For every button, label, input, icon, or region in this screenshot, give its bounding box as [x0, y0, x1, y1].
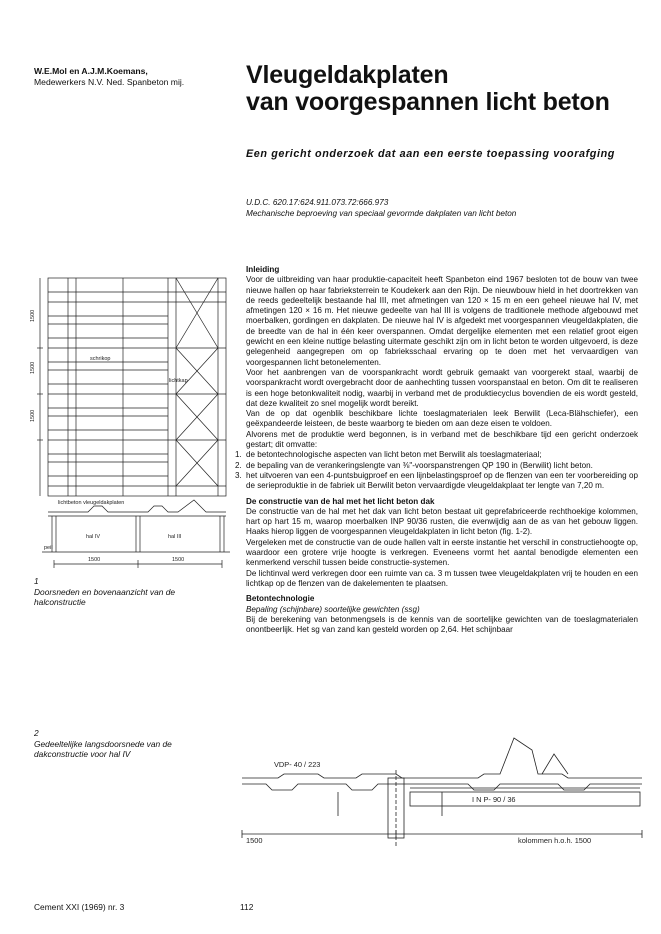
paragraph-1: Voor de uitbreiding van haar produktie-capaciteit heeft Spanbeton eind 1967 besloten tot de bouw van twee nieuwe hallen op haar fabrieksterrein te Koudekerk aan den Rijn. De nieuwbouw hield in het doortrekken van de reeds gedeeltelijk bestaande hal III, met afmetingen van 120 × 15 m en een geheel nieuwe hal IV, met afmetingen 120 × 16 m. Het nieuwe gedeelte van hal III is volgens de traditionele methode afgebouwd met moerbalken, gordingen en dakplaten. De nieuwe hal IV is afgedekt met voorgespannen vleugeldakplaten, die de breedte van de hal in één keer overspannen. Omdat dergelijke elementen met een relatief groot eigen gewicht en een kleine nuttige belasting uitermate geschikt zijn om in licht beton te worden uitgevoerd, is deze gelegenheid aangegrepen om op fabrieksschaal ervaring op te doen met het vervaardigen van voorgespannen licht betonelementen.: [246, 275, 638, 367]
list-item: 3. het uitvoeren van een 4-puntsbuigproef en een lijnbelastingsproef op de flenzen van een ter voorbereiding op de serieproduktie in de fabriek uit Berwilit beton vervaardigde vleugeldakplaat ter lengte van 7,20 m.: [235, 470, 638, 491]
subheading-ssg: Bepaling (schijnbare) soortelijke gewichten (ssg): [246, 604, 420, 614]
article-title: [246, 62, 610, 116]
fig2-left-dim: 1500: [246, 836, 263, 845]
list-item: 1. de betontechnologische aspecten van licht beton met Berwilit als toeslagmateriaal;: [235, 450, 542, 460]
udc-description: Mechanische beproeving van speciaal gevormde dakplaten van licht beton: [246, 208, 517, 218]
heading-constructie: De constructie van de hal met het licht beton dak: [246, 496, 435, 506]
fig1-bottom-dim-2: 1500: [172, 557, 185, 563]
paragraph-5: De constructie van de hal met het dak van licht beton bestaat uit geprefabriceerde rechthoekige kolommen, hart op hart 15 m, waarop moerbalken INP 90/36 rusten, die evenwijdig aan de as van het gebouw liggen. Haaks hierop liggen de voorgespannen vleugeldakplaten in licht beton (fig. 1-2).: [246, 506, 638, 537]
heading-inleiding: Inleiding: [246, 265, 280, 274]
list-item: 2. de bepaling van de verankeringslengte van ⅜"-voorspanstrengen QP 190 in (Berwilit) licht beton.: [235, 460, 593, 470]
udc-block: [246, 198, 516, 219]
heading-betontechnologie: Betontechnologie: [246, 594, 315, 604]
fig1-dim-1: 1500: [30, 309, 36, 322]
paragraph-8: Bij de berekening van betonmengsels is de kennis van de soortelijke gewichten van de toeslagmaterialen onontbeerlijk. Het sg van zand kan gesteld worden op 2,64. Het schijnbaar: [246, 614, 638, 635]
fig2-right-dim: kolommen h.o.h. 1500: [518, 836, 592, 845]
article-body: [235, 265, 638, 635]
page-number: 112: [240, 902, 254, 912]
udc-code: U.D.C. 620.17:624.911.073.72:666.973: [246, 198, 389, 207]
figure-1-text: Doorsneden en bovenaanzicht van de halconstructie: [34, 586, 176, 608]
figure-1-drawing: [28, 270, 236, 580]
fig1-label-plaat: lichtbeton vleugeldakplaten: [58, 500, 125, 506]
paragraph-7: De lichtinval werd verkregen door een ruimte van ca. 3 m tussen twee vleugeldakplaten vrij te houden en een lichtkap op de flenzen van de dakelementen te plaatsen.: [246, 568, 638, 588]
title-line-1: Vleugeldakplaten: [246, 61, 449, 89]
fig1-bottom-dim-1: 1500: [88, 557, 101, 563]
title-line-2: van voorgespannen licht beton: [246, 88, 610, 116]
paragraph-4: Alvorens met de produktie werd begonnen, is in verband met de beschikbare tijd een gericht onderzoek gestart; dit omvatte:: [246, 429, 638, 450]
fig1-label-hal-iii: hal III: [168, 534, 182, 540]
figure-2-number: 2: [34, 728, 39, 738]
fig1-dim-2: 1500: [30, 361, 36, 374]
paragraph-6: Vergeleken met de constructie van de oude hallen valt in eerste instantie het verschil in constructiehoogte op, waardoor een grotere vrije hoogte is verkregen. Eveneens vormt het aantal benodigde elementen een kenmerkend verschil tussen beide constructie-systemen.: [246, 537, 638, 568]
research-list: [235, 450, 638, 491]
figure-2-text: Gedeeltelijke langsdoorsnede van de dakconstructie voor hal IV: [34, 738, 172, 760]
fig1-label-schrikop: schrikop: [90, 356, 111, 362]
figure-1-caption: [34, 576, 214, 608]
fig1-label-lichtkap: lichtkap: [169, 378, 188, 384]
figure-2-drawing: [238, 730, 648, 855]
figure-1-number: 1: [34, 576, 39, 586]
authors-names: W.E.Mol en A.J.M.Koemans,: [34, 66, 148, 76]
paragraph-2: Voor het aanbrengen van de voorspankracht wordt gebruik gemaakt van voorgerekt staal, waarbij de voorspankracht wordt overgebracht door de aanhechting tussen voorspanstaal en beton. Om dit te realiseren is een hoge betonkwaliteit nodig, waarbij in verband met de produktiecyclus bovendien de eis wordt gesteld, dat deze kwaliteit zo snel mogelijk wordt bereikt.: [246, 367, 638, 408]
fig1-label-hal-iv: hal IV: [86, 534, 101, 540]
figure-2-caption: [34, 728, 214, 760]
fig2-label-inp: I N P- 90 / 36: [472, 795, 516, 804]
fig1-label-peil: peil: [44, 545, 53, 551]
fig1-dim-3: 1500: [30, 409, 36, 422]
authors-affiliation: Medewerkers N.V. Ned. Spanbeton mij.: [34, 77, 185, 87]
article-subtitle: Een gericht onderzoek dat aan een eerste toepassing voorafging: [246, 148, 615, 160]
paragraph-3: Van de op dat ogenblik beschikbare lichte toeslagmaterialen leek Berwilit (Leca-Blähschiefer), een geëxpandeerde leisteen, de beste waarborg te bieden om aan deze eisen te voldoen.: [246, 409, 638, 429]
fig2-label-vdp: VDP- 40 / 223: [274, 760, 321, 769]
author-block: [34, 66, 184, 88]
journal-footer: Cement XXI (1969) nr. 3: [34, 902, 125, 912]
